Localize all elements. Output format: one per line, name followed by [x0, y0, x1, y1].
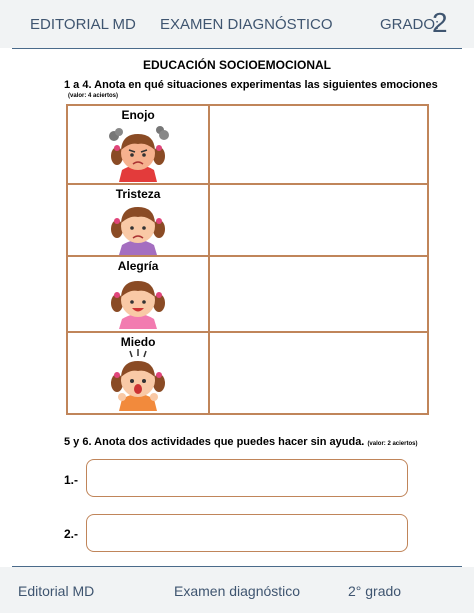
header-publisher: EDITORIAL MD: [30, 16, 136, 33]
answer-cell[interactable]: [209, 332, 428, 414]
answer-cell[interactable]: [209, 105, 428, 184]
question-2-prompt: [64, 436, 417, 448]
footer-publisher: Editorial MD: [18, 583, 95, 599]
emotion-row-anger: [67, 105, 428, 184]
answer-cell[interactable]: [209, 256, 428, 332]
emotion-label-joy: Alegría: [117, 259, 159, 273]
emotion-cell: [67, 256, 209, 332]
happy-girl-icon: [102, 271, 174, 329]
emotion-cell: [67, 105, 209, 184]
page-title: EDUCACIÓN SOCIOEMOCIONAL: [142, 58, 331, 72]
scared-girl-icon: [102, 347, 174, 411]
answer-cell[interactable]: [209, 184, 428, 256]
footer-exam-title: Examen diagnóstico: [174, 583, 301, 599]
emotion-label-sadness: Tristeza: [115, 187, 161, 201]
emotion-row-fear: [67, 332, 428, 414]
answer-box-2[interactable]: [86, 514, 408, 552]
header-grade-label: GRADO:: [380, 16, 440, 33]
answer-label-2: 2.-: [64, 527, 79, 541]
emotion-cell: [67, 332, 209, 414]
question-2-note: (valor: 2 aciertos): [367, 441, 418, 447]
angry-girl-icon: [102, 120, 174, 182]
header-grade-number: 2: [432, 7, 448, 38]
emotion-row-sadness: [67, 184, 428, 256]
emotions-table: [66, 104, 429, 415]
footer-grade: 2° grado: [348, 583, 402, 599]
emotion-cell: [67, 184, 209, 256]
question-2-text: 5 y 6. Anota dos actividades que puedes hacer sin ayuda.: [64, 436, 365, 448]
header-divider: [12, 48, 462, 49]
question-1-note: (valor: 4 aciertos): [68, 93, 119, 99]
emotion-label-fear: Miedo: [120, 335, 156, 349]
answer-label-1: 1.-: [64, 473, 79, 487]
emotion-label-anger: Enojo: [121, 108, 155, 122]
question-1-prompt: 1 a 4. Anota en qué situaciones experimentas las siguientes emociones: [64, 79, 438, 91]
header-exam-title: EXAMEN DIAGNÓSTICO: [160, 16, 333, 33]
answer-box-1[interactable]: [86, 459, 408, 497]
sad-girl-icon: [102, 199, 174, 255]
emotion-row-joy: [67, 256, 428, 332]
